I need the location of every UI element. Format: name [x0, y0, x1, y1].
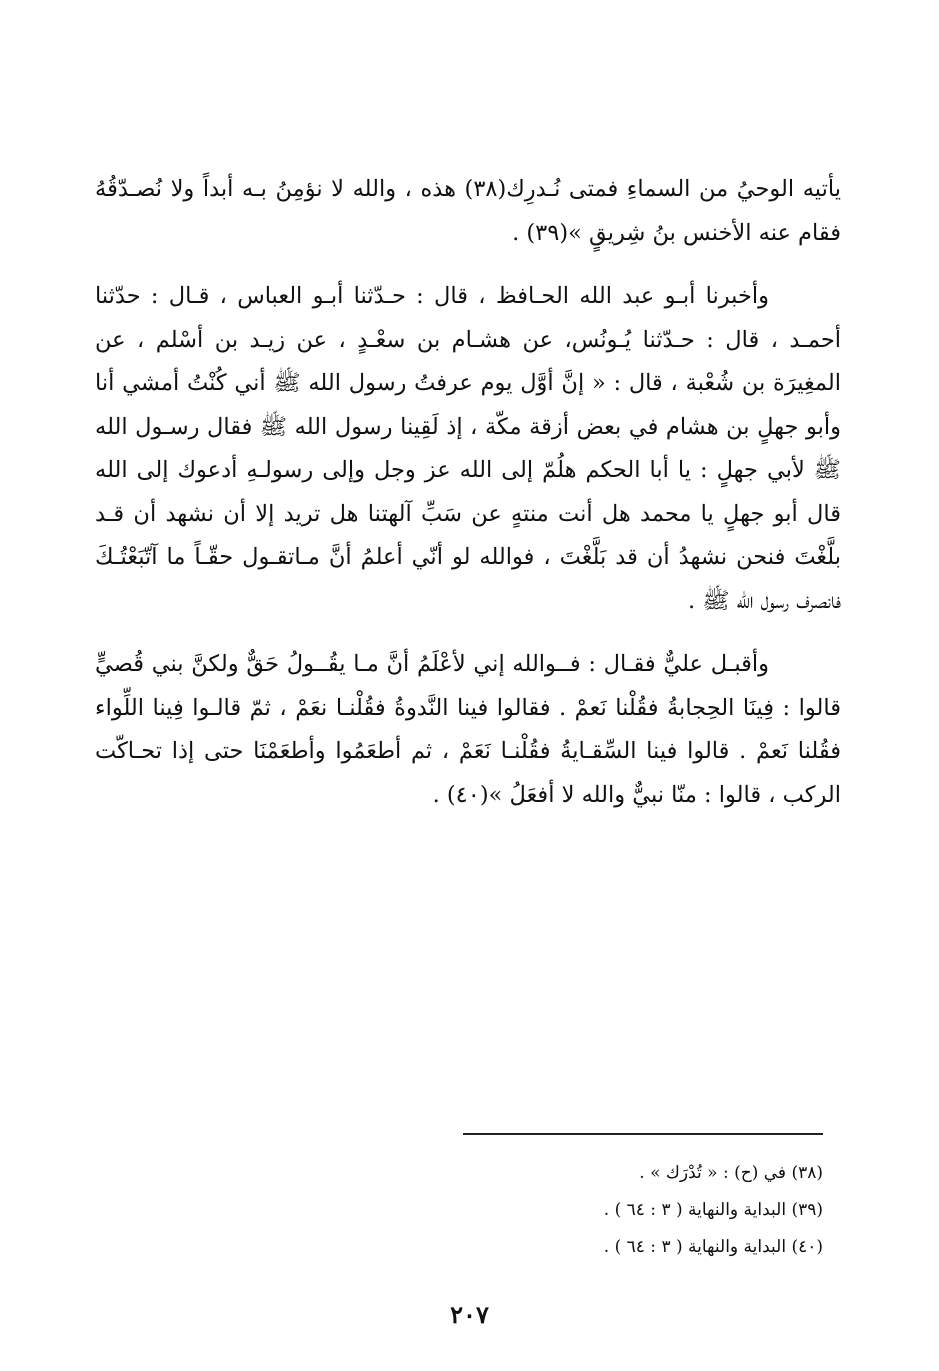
text-line: الركب ، قالوا : منّا نبيٌّ والله لا أفعَلُ »(٤٠) . [432, 781, 841, 808]
text-line: وأخبرنا أبـو عبد الله الحـافظ ، قال : حـدّثنا أبـو العباس ، قـال : حدّثنا [95, 283, 769, 309]
text-line: فقُلنا نَعمْ . قالوا فينا السِّقـايةُ فقُلْنـا نَعَمْ ، ثم أطعَمُوا وأطعَمْنَا حتى إذا تحـاكّت [95, 738, 841, 764]
text-line: قال أبو جهلٍ يا محمد هل أنت منتهٍ عن سَبِّ آلهتنا هل تريد إلا أن نشهد أن قـد [95, 500, 841, 527]
text-line: فانصرف رسول الله ﷺ . [688, 587, 841, 614]
text-line: يأتيه الوحيُ من السماءِ فمتى نُـدرِك(٣٨) هذه ، والله لا نؤمِنُ بـه أبداً ولا نُصـدّقُهُ [95, 176, 841, 202]
text-line: قالوا : فِينَا الحِجابةُ فقُلْنا نَعمْ . فقالوا فينا النَّدوةُ فقُلْنـا نعَمْ ، ثمّ قالـوا فِينا اللِّواء [95, 694, 841, 721]
text-line: المغِيرَة بن شُعْبة ، قال : « إنَّ أوَّل يوم عرفتُ رسول الله ﷺ أني كُنْتُ أمشي أنا [95, 370, 841, 396]
paragraph-3 [95, 643, 841, 817]
paragraph-1 [95, 168, 841, 255]
text-line: ﷺ لأبي جهلٍ : يا أبا الحكم هلُمّ إلى الله عز وجل وإلى رسولـهِ أدعوك إلى الله [95, 457, 841, 483]
footnote-38: (٣٨) في (ح) : « تُدْرَك » . [639, 1163, 823, 1183]
text-line: فقام عنه الأخنس بنُ شِريقٍ »(٣٩) . [512, 219, 841, 246]
footnote-40: (٤٠) البداية والنهاية ( ٣ : ٦٤ ) . [603, 1237, 823, 1257]
footnote-39: (٣٩) البداية والنهاية ( ٣ : ٦٤ ) . [603, 1200, 823, 1220]
text-line: أحمـد ، قال : حـدّثنا يُـونُس، عن هشـام بن سعْـدٍ ، عن زيـد بن أسْلم ، عن [95, 326, 841, 353]
footnote-divider [463, 1133, 823, 1135]
page-number: ٢٠٧ [450, 1300, 489, 1329]
footnotes [440, 1155, 823, 1266]
text-line: وأبو جهلٍ بن هشام في بعض أزقة مكّة ، إذ لَقِينا رسول الله ﷺ فقال رسـول الله [95, 413, 841, 440]
text-line: وأقبـل عليٌّ فقـال : فــوالله إني لأعْلَمُ أنَّ مـا يقُــولُ حَقٌّ ولكنَّ بني قُصيٍّ [95, 651, 769, 677]
paragraph-2 [95, 275, 841, 623]
main-text [95, 168, 841, 837]
text-line: بلَّغْتَ فنحن نشهدُ أن قد بَلَّغْتَ ، فوالله لو أنّي أعلمُ أنَّ مـاتقـول حقّـاً ما آتّبَعْتُـكَ [95, 544, 841, 570]
